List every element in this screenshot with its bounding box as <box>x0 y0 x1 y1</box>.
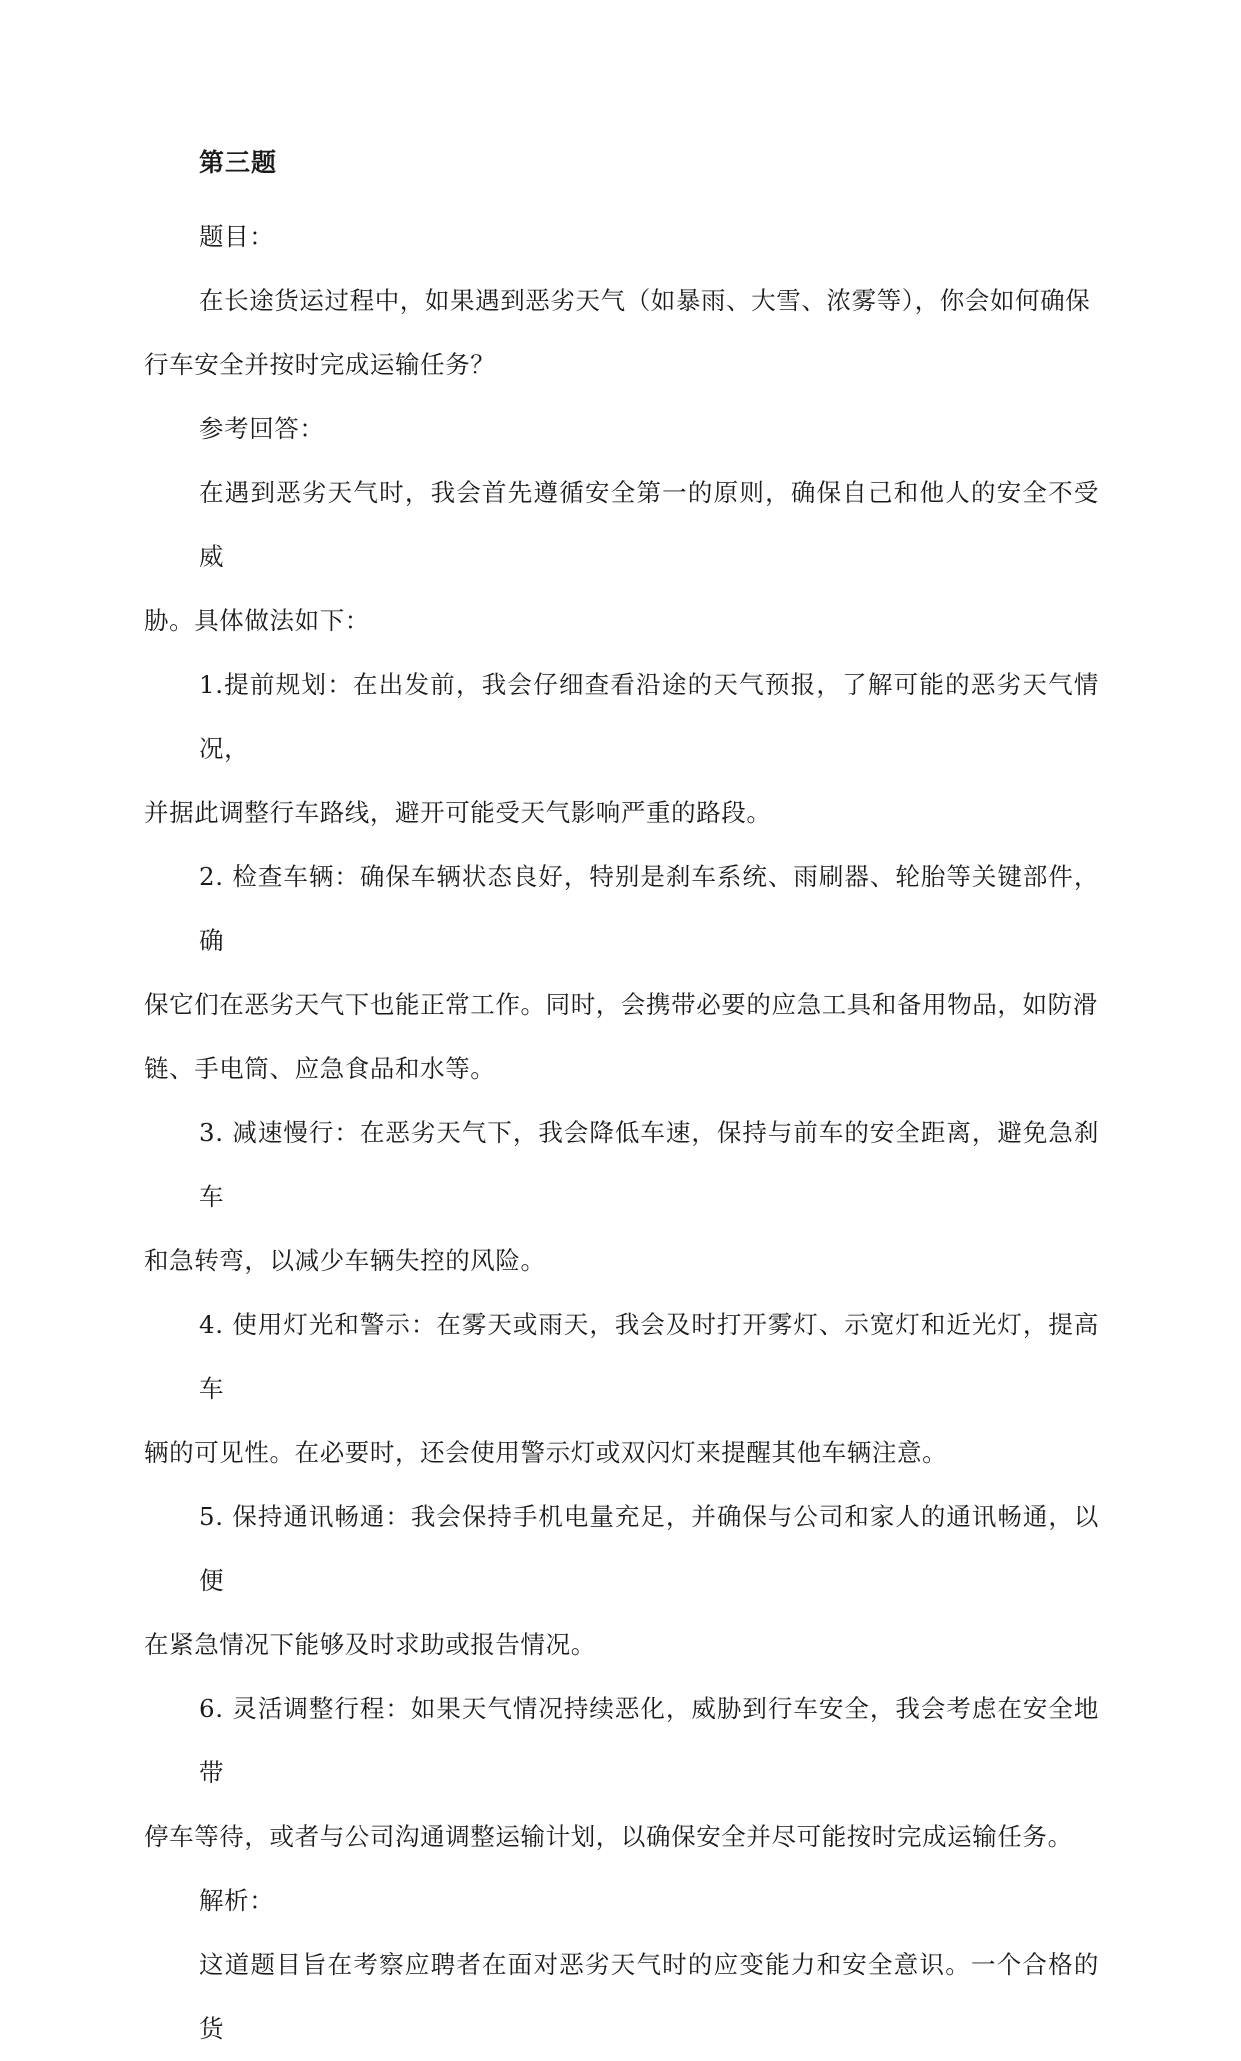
step-2-line-1: 2. 检查车辆：确保车辆状态良好，特别是刹车系统、雨刷器、轮胎等关键部件，确 <box>199 862 1099 955</box>
step-1-line-2: 并据此调整行车路线，避开可能受天气影响严重的路段。 <box>144 798 772 827</box>
question-line-2: 行车安全并按时完成运输任务？ <box>144 350 496 379</box>
step-2 <box>144 845 1099 1101</box>
step-5-line-1: 5. 保持通讯畅通：我会保持手机电量充足，并确保与公司和家人的通讯畅通，以便 <box>199 1502 1099 1595</box>
step-6-line-1: 6. 灵活调整行程：如果天气情况持续恶化，威胁到行车安全，我会考虑在安全地带 <box>199 1694 1099 1787</box>
analysis-text <box>199 1933 1099 2061</box>
step-3-line-2: 和急转弯，以减少车辆失控的风险。 <box>144 1246 546 1275</box>
step-4-line-2: 辆的可见性。在必要时，还会使用警示灯或双闪灯来提醒其他车辆注意。 <box>144 1438 948 1467</box>
analysis-line-1: 这道题目旨在考察应聘者在面对恶劣天气时的应变能力和安全意识。一个合格的货 <box>199 1950 1099 2043</box>
question-line-1: 在长途货运过程中，如果遇到恶劣天气（如暴雨、大雪、浓雾等），你会如何确保 <box>199 286 1091 315</box>
answer-label: 参考回答： <box>199 414 325 443</box>
step-5 <box>144 1485 1099 1677</box>
step-1 <box>144 653 1099 845</box>
step-2-line-2: 保它们在恶劣天气下也能正常工作。同时，会携带必要的应急工具和备用物品，如防滑 <box>144 990 1098 1019</box>
step-3-line-1: 3. 减速慢行：在恶劣天气下，我会降低车速，保持与前车的安全距离，避免急刹车 <box>199 1118 1099 1211</box>
answer-intro-line-2: 胁。具体做法如下： <box>144 606 370 635</box>
step-4 <box>144 1293 1099 1485</box>
step-1-line-1: 1.提前规划：在出发前，我会仔细查看沿途的天气预报，了解可能的恶劣天气情况， <box>199 670 1099 763</box>
answer-intro-line-1: 在遇到恶劣天气时，我会首先遵循安全第一的原则，确保自己和他人的安全不受威 <box>199 478 1099 571</box>
question-text <box>144 269 1099 397</box>
step-3 <box>144 1101 1099 1293</box>
document-page <box>144 147 1099 2061</box>
analysis-label: 解析： <box>199 1886 275 1915</box>
step-4-line-1: 4. 使用灯光和警示：在雾天或雨天，我会及时打开雾灯、示宽灯和近光灯，提高车 <box>199 1310 1099 1403</box>
answer-intro <box>144 461 1099 653</box>
question-label: 题目： <box>199 222 275 251</box>
step-6 <box>144 1677 1099 1869</box>
step-5-line-2: 在紧急情况下能够及时求助或报告情况。 <box>144 1630 596 1659</box>
step-2-line-3: 链、手电筒、应急食品和水等。 <box>144 1054 496 1083</box>
step-6-line-2: 停车等待，或者与公司沟通调整运输计划，以确保安全并尽可能按时完成运输任务。 <box>144 1822 1073 1851</box>
page-heading: 第三题 <box>199 148 278 177</box>
